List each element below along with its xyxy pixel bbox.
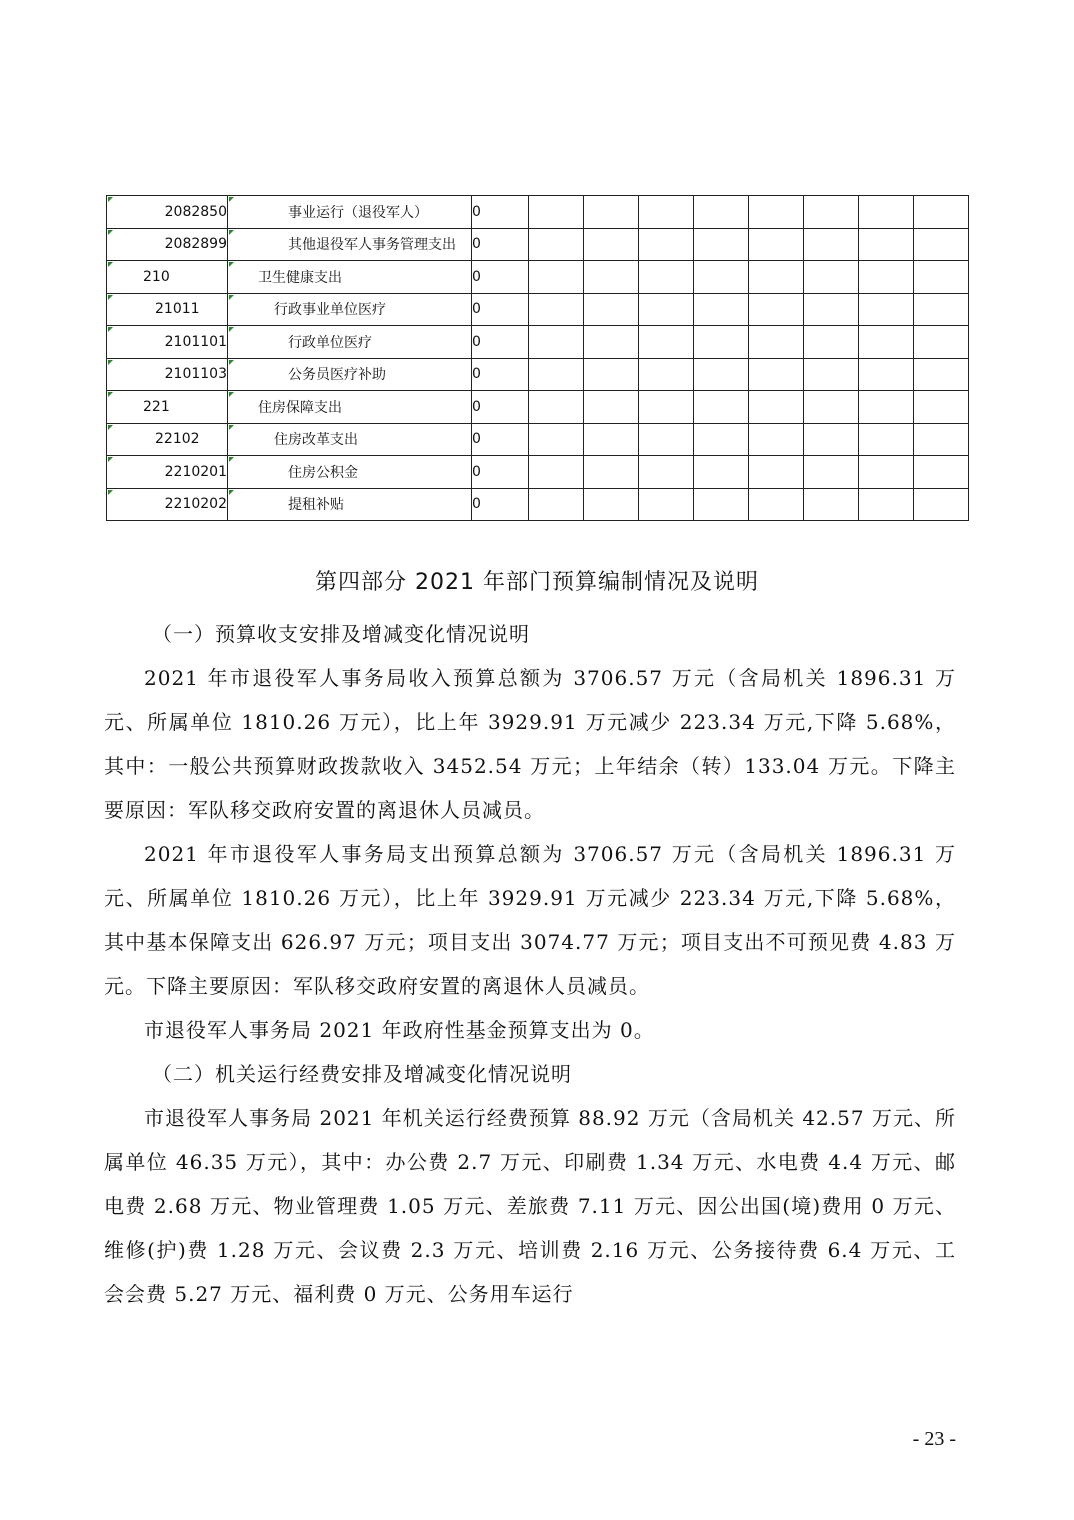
table-row [107, 358, 969, 391]
row-amount: 0 [472, 196, 529, 229]
row-code: 2210201 [107, 456, 228, 489]
table-row [107, 456, 969, 489]
table-row [107, 261, 969, 294]
row-name: 提租补贴 [228, 488, 472, 521]
subsection-heading-2: （二）机关运行经费安排及增减变化情况说明 [152, 1062, 572, 1086]
row-name: 其他退役军人事务管理支出 [228, 228, 472, 261]
table-row [107, 488, 969, 521]
row-name: 卫生健康支出 [228, 261, 472, 294]
row-amount: 0 [472, 326, 529, 359]
row-code: 2082899 [107, 228, 228, 261]
row-code: 22102 [107, 423, 228, 456]
row-amount: 0 [472, 261, 529, 294]
row-name: 住房改革支出 [228, 423, 472, 456]
table-row [107, 391, 969, 424]
subsection-heading-1: （一）预算收支安排及增减变化情况说明 [152, 622, 530, 646]
section-title: 第四部分 2021 年部门预算编制情况及说明 [315, 570, 759, 595]
row-name: 公务员医疗补助 [228, 358, 472, 391]
row-amount: 0 [472, 423, 529, 456]
row-code: 2101101 [107, 326, 228, 359]
paragraph-income: 2021 年市退役军人事务局收入预算总额为 3706.57 万元（含局机关 1896.31 万元、所属单位 1810.26 万元），比上年 3929.91 万元减少 223.34 万元,下降 5.68%，其中：一般公共预算财政拨款收入 3452.54 万元；上年结余（转）133.04 万元。下降主要原因：军队移交政府安置的离退休人员减员。 [104, 666, 956, 822]
row-name: 行政单位医疗 [228, 326, 472, 359]
row-name: 住房保障支出 [228, 391, 472, 424]
table-row [107, 196, 969, 229]
row-amount: 0 [472, 488, 529, 521]
table-row [107, 228, 969, 261]
document-body [104, 612, 956, 1316]
page-number: - 23 - [912, 1428, 956, 1450]
row-code: 210 [107, 261, 228, 294]
table-row [107, 293, 969, 326]
row-code: 21011 [107, 293, 228, 326]
row-name: 住房公积金 [228, 456, 472, 489]
row-amount: 0 [472, 228, 529, 261]
row-code: 221 [107, 391, 228, 424]
row-name: 行政事业单位医疗 [228, 293, 472, 326]
budget-table [106, 195, 969, 521]
row-amount: 0 [472, 358, 529, 391]
paragraph-expenditure: 2021 年市退役军人事务局支出预算总额为 3706.57 万元（含局机关 1896.31 万元、所属单位 1810.26 万元），比上年 3929.91 万元减少 223.34 万元,下降 5.68%，其中基本保障支出 626.97 万元；项目支出 3074.77 万元；项目支出不可预见费 4.83 万元。下降主要原因：军队移交政府安置的离退休人员减员。 [104, 842, 956, 998]
row-code: 2082850 [107, 196, 228, 229]
table-row [107, 326, 969, 359]
row-amount: 0 [472, 391, 529, 424]
row-name: 事业运行（退役军人） [228, 196, 472, 229]
row-amount: 0 [472, 293, 529, 326]
row-code: 2210202 [107, 488, 228, 521]
table-row [107, 423, 969, 456]
paragraph-operating-costs: 市退役军人事务局 2021 年机关运行经费预算 88.92 万元（含局机关 42.57 万元、所属单位 46.35 万元），其中：办公费 2.7 万元、印刷费 1.34 万元、水电费 4.4 万元、邮电费 2.68 万元、物业管理费 1.05 万元、差旅费 7.11 万元、因公出国(境)费用 0 万元、维修(护)费 1.28 万元、会议费 2.3 万元、培训费 2.16 万元、公务接待费 6.4 万元、工会会费 5.27 万元、福利费 0 万元、公务用车运行 [104, 1106, 956, 1306]
paragraph-fund: 市退役军人事务局 2021 年政府性基金预算支出为 0。 [144, 1018, 655, 1042]
row-amount: 0 [472, 456, 529, 489]
row-code: 2101103 [107, 358, 228, 391]
